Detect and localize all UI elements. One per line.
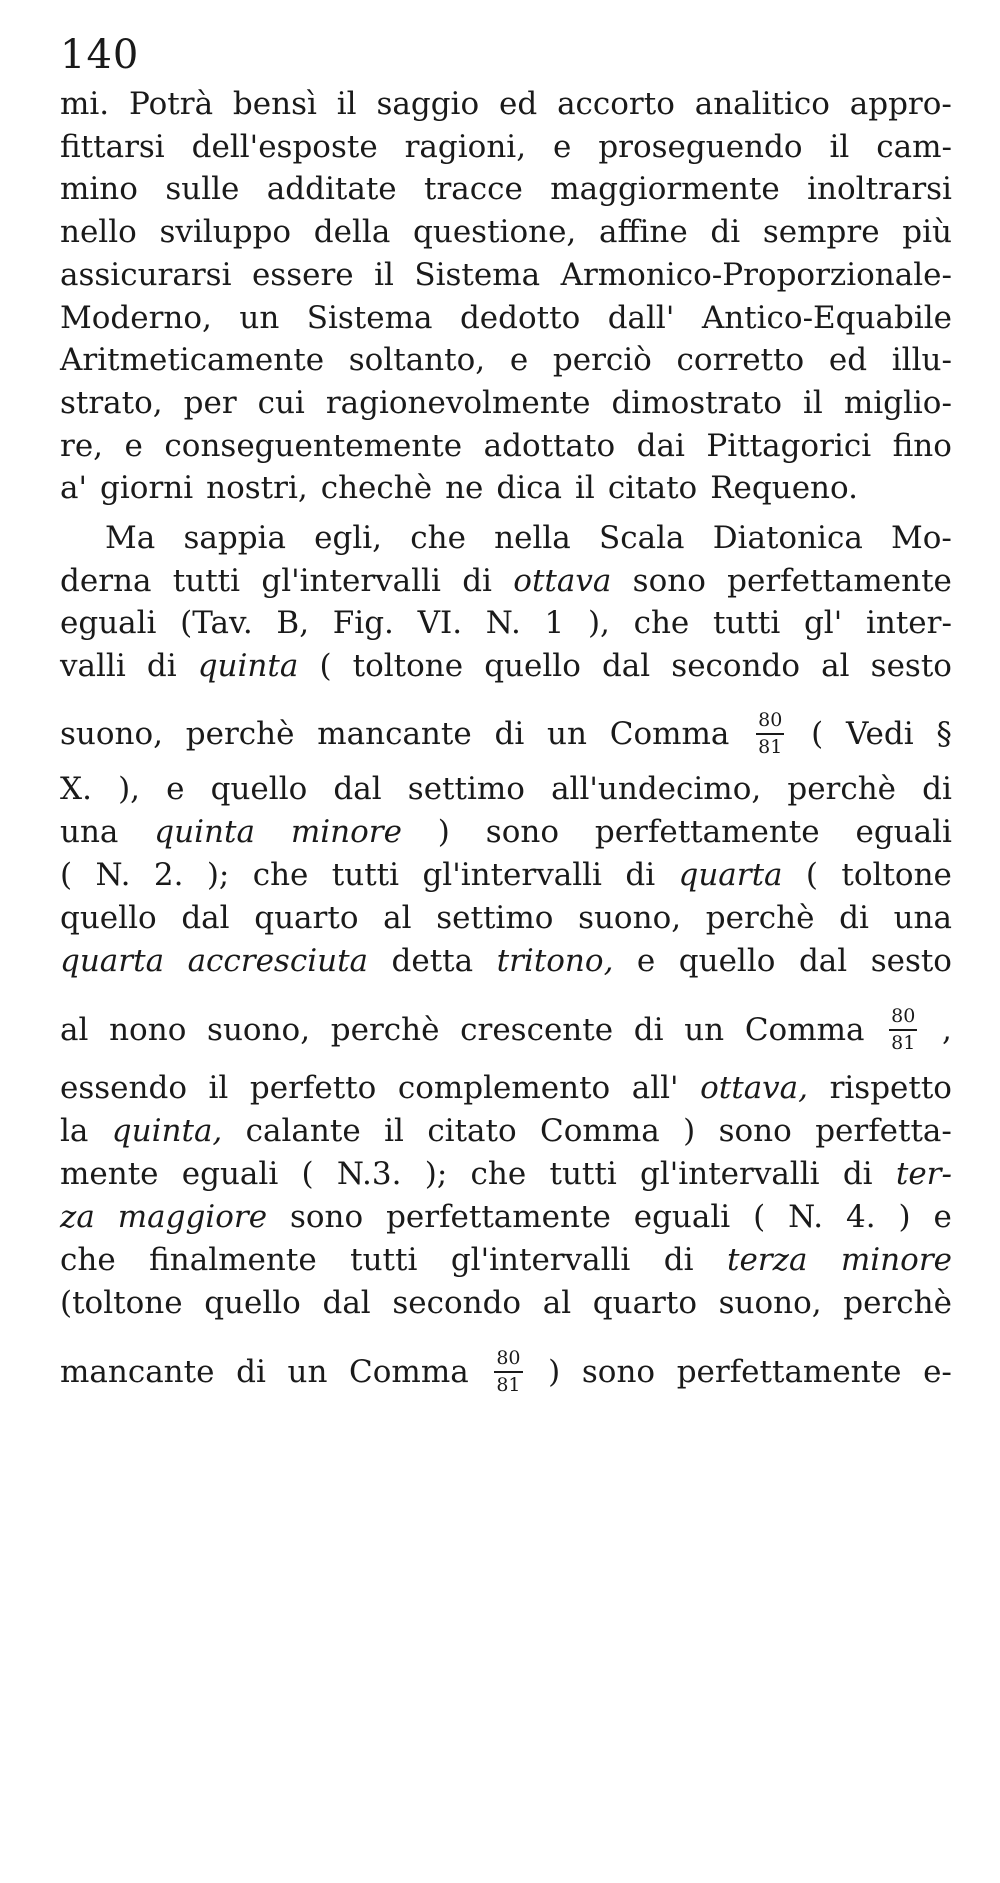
text-line bbox=[60, 1281, 952, 1325]
text-line bbox=[60, 601, 952, 645]
fraction-numerator: 80 bbox=[494, 1349, 522, 1373]
text-line bbox=[60, 939, 952, 983]
italic-word: quinta bbox=[197, 648, 299, 684]
italic-word: ottava, bbox=[700, 1070, 809, 1106]
word: valli bbox=[60, 648, 126, 684]
word: il bbox=[374, 257, 394, 293]
word: perfettamente bbox=[594, 814, 820, 850]
text-line bbox=[60, 1195, 952, 1239]
word: dimostrato bbox=[611, 385, 783, 421]
word: calante bbox=[245, 1113, 361, 1149]
text-line bbox=[60, 644, 952, 688]
word: ) bbox=[898, 1199, 911, 1235]
word: ( bbox=[319, 648, 332, 684]
word: N.3. bbox=[336, 1156, 402, 1192]
italic-word: ottava bbox=[513, 563, 612, 599]
word: un bbox=[684, 1012, 725, 1048]
word: Sistema bbox=[414, 257, 541, 293]
word: (toltone bbox=[60, 1285, 183, 1321]
word: inter- bbox=[865, 605, 952, 641]
word: e bbox=[509, 342, 529, 378]
word: nostri, bbox=[206, 470, 308, 506]
word: illu- bbox=[891, 342, 952, 378]
word: tutti bbox=[331, 857, 400, 893]
word: Comma bbox=[609, 716, 730, 752]
word: B, bbox=[276, 605, 310, 641]
word: secondo bbox=[671, 648, 801, 684]
word: un bbox=[239, 300, 280, 336]
word: un bbox=[547, 716, 587, 752]
word: proseguendo bbox=[598, 129, 803, 165]
italic-word: terza bbox=[727, 1242, 808, 1278]
word: Fig. bbox=[332, 605, 394, 641]
word: il bbox=[575, 470, 595, 506]
word: perfettamente bbox=[727, 563, 952, 599]
word: ), bbox=[118, 771, 141, 807]
word: perchè bbox=[843, 1285, 952, 1321]
word: ( bbox=[811, 716, 824, 752]
word: essendo bbox=[60, 1070, 187, 1106]
word: Mo- bbox=[891, 520, 952, 556]
word: che bbox=[60, 1242, 116, 1278]
word: Ma bbox=[105, 520, 156, 556]
word: tutti bbox=[172, 563, 241, 599]
text-line bbox=[60, 1109, 952, 1153]
fraction-denominator: 81 bbox=[891, 1032, 916, 1054]
word: e- bbox=[923, 1354, 952, 1390]
word: miglio- bbox=[843, 385, 952, 421]
word: strato, bbox=[60, 385, 163, 421]
word: che bbox=[633, 605, 690, 641]
italic-word: quinta bbox=[154, 814, 255, 850]
text-line bbox=[60, 1238, 952, 1282]
text-line bbox=[60, 896, 952, 940]
word: 1 bbox=[544, 605, 565, 641]
word: della bbox=[313, 214, 391, 250]
word: cam- bbox=[876, 129, 952, 165]
italic-word: ter- bbox=[895, 1156, 952, 1192]
word: perfettamente bbox=[386, 1199, 611, 1235]
word: eguali bbox=[633, 1199, 731, 1235]
word: crescente bbox=[460, 1012, 614, 1048]
word: perfetto bbox=[249, 1070, 377, 1106]
word: il bbox=[336, 86, 357, 122]
word: sesto bbox=[870, 943, 952, 979]
word: Vedi bbox=[845, 716, 914, 752]
word: ed bbox=[499, 86, 538, 122]
italic-word: maggiore bbox=[117, 1199, 268, 1235]
word: un bbox=[287, 1354, 328, 1390]
word: il bbox=[208, 1070, 229, 1106]
word: quarto bbox=[254, 900, 359, 936]
text-line bbox=[60, 767, 952, 811]
word: il bbox=[803, 385, 823, 421]
word: settimo bbox=[407, 771, 525, 807]
word: complemento bbox=[397, 1070, 611, 1106]
text-line bbox=[60, 692, 952, 776]
page-number: 140 bbox=[60, 32, 140, 78]
word: saggio bbox=[376, 86, 480, 122]
word: ) bbox=[548, 1354, 561, 1390]
word: di bbox=[146, 648, 177, 684]
word: dai bbox=[636, 428, 685, 464]
text-line bbox=[60, 466, 952, 510]
word: § bbox=[936, 716, 952, 752]
word: perciò bbox=[552, 342, 652, 378]
word: ) bbox=[437, 814, 450, 850]
word: eguali bbox=[60, 605, 157, 641]
word: derna bbox=[60, 563, 152, 599]
word: analitico bbox=[694, 86, 830, 122]
word: ), bbox=[587, 605, 610, 641]
word: inoltrarsi bbox=[807, 171, 952, 207]
word: quello bbox=[60, 900, 157, 936]
word: appro- bbox=[849, 86, 952, 122]
text-line bbox=[60, 253, 952, 297]
word: di bbox=[663, 1242, 694, 1278]
word: chechè bbox=[320, 470, 433, 506]
word: ne bbox=[445, 470, 484, 506]
fraction-denominator: 81 bbox=[758, 736, 783, 758]
word: sono bbox=[718, 1113, 792, 1149]
italic-word: quarta bbox=[678, 857, 783, 893]
word: tutti bbox=[549, 1156, 617, 1192]
word: per bbox=[183, 385, 237, 421]
word: gl'intervalli bbox=[422, 857, 602, 893]
word: mino bbox=[60, 171, 138, 207]
word: ( bbox=[753, 1199, 766, 1235]
word: dall' bbox=[607, 300, 675, 336]
word: di bbox=[236, 1354, 266, 1390]
word: gl'intervalli bbox=[450, 1242, 631, 1278]
word: dell'esposte bbox=[191, 129, 378, 165]
text-line bbox=[60, 296, 952, 340]
word: 2. bbox=[153, 857, 184, 893]
italic-word: minore bbox=[290, 814, 402, 850]
word: che bbox=[410, 520, 466, 556]
word: N. bbox=[485, 605, 521, 641]
word: dal bbox=[798, 943, 848, 979]
word: fino bbox=[892, 428, 952, 464]
text-line bbox=[60, 82, 952, 126]
word: Aritmeticamente bbox=[60, 342, 325, 378]
word: rispetto bbox=[829, 1070, 952, 1106]
word: egli, bbox=[314, 520, 383, 556]
italic-word: quinta, bbox=[111, 1113, 223, 1149]
word: una bbox=[893, 900, 952, 936]
text-line bbox=[60, 853, 952, 897]
word: toltone bbox=[841, 857, 952, 893]
word: re, bbox=[60, 428, 104, 464]
text-line bbox=[60, 1066, 952, 1110]
word: perchè bbox=[787, 771, 897, 807]
word: sono bbox=[581, 1354, 656, 1390]
word: accorto bbox=[557, 86, 675, 122]
word: Potrà bbox=[129, 86, 214, 122]
word: additate bbox=[266, 171, 397, 207]
word: sappia bbox=[183, 520, 286, 556]
word: ( bbox=[60, 857, 73, 893]
word: dal bbox=[333, 771, 382, 807]
text-line bbox=[60, 167, 952, 211]
fraction-numerator: 80 bbox=[889, 1007, 917, 1031]
word: gl'intervalli bbox=[640, 1156, 820, 1192]
word: ragionevolmente bbox=[325, 385, 591, 421]
word: e bbox=[124, 428, 143, 464]
word: all'undecimo, bbox=[551, 771, 762, 807]
word: sono bbox=[485, 814, 559, 850]
word: giorni bbox=[100, 470, 194, 506]
word: quello bbox=[678, 943, 776, 979]
word: ragioni, bbox=[404, 129, 527, 165]
word: affine bbox=[598, 214, 688, 250]
word: nella bbox=[494, 520, 571, 556]
fraction-denominator: 81 bbox=[496, 1374, 521, 1396]
word: all' bbox=[631, 1070, 679, 1106]
word: Comma bbox=[540, 1113, 660, 1149]
word: fittarsi bbox=[60, 129, 165, 165]
word: mancante bbox=[60, 1354, 215, 1390]
italic-word: accresciuta bbox=[187, 943, 369, 979]
word: citato bbox=[427, 1113, 517, 1149]
word: di bbox=[494, 716, 525, 752]
word: al bbox=[60, 1012, 89, 1048]
word: assicurarsi bbox=[60, 257, 232, 293]
word: che bbox=[252, 857, 309, 893]
italic-word: quarta bbox=[60, 943, 165, 979]
word: di bbox=[710, 214, 741, 250]
word: cui bbox=[257, 385, 305, 421]
word: suono, bbox=[60, 716, 164, 752]
word: Diatonica bbox=[712, 520, 863, 556]
word: più bbox=[902, 214, 952, 250]
word: la bbox=[60, 1113, 89, 1149]
italic-word: minore bbox=[840, 1242, 952, 1278]
comma-fraction bbox=[756, 711, 784, 757]
word: ) bbox=[683, 1113, 696, 1149]
word: perchè bbox=[330, 1012, 440, 1048]
word: nono bbox=[109, 1012, 187, 1048]
word: ( bbox=[301, 1156, 314, 1192]
word: mente bbox=[60, 1156, 159, 1192]
word: tracce bbox=[424, 171, 523, 207]
italic-word: za bbox=[60, 1199, 95, 1235]
word: sviluppo bbox=[159, 214, 292, 250]
word: 4. bbox=[846, 1199, 876, 1235]
word: suono, bbox=[207, 1012, 311, 1048]
word: Pittagorici bbox=[706, 428, 872, 464]
text-line bbox=[60, 381, 952, 425]
word: perchè bbox=[185, 716, 295, 752]
word: una bbox=[60, 814, 119, 850]
comma-fraction bbox=[889, 1007, 917, 1053]
word: che bbox=[470, 1156, 527, 1192]
word: eguali bbox=[855, 814, 952, 850]
word: e bbox=[636, 943, 656, 979]
word: citato bbox=[607, 470, 698, 506]
word: (Tav. bbox=[180, 605, 253, 641]
word: quarto bbox=[592, 1285, 697, 1321]
word: settimo bbox=[436, 900, 554, 936]
word: dal bbox=[322, 1285, 371, 1321]
word: di bbox=[625, 857, 656, 893]
word: di bbox=[633, 1012, 664, 1048]
word: mi. bbox=[60, 86, 110, 122]
italic-word: tritono, bbox=[496, 943, 614, 979]
word: gl'intervalli bbox=[261, 563, 441, 599]
word: sono bbox=[289, 1199, 364, 1235]
word: N. bbox=[95, 857, 131, 893]
word: perfetta- bbox=[815, 1113, 952, 1149]
word: dal bbox=[601, 648, 651, 684]
comma-fraction bbox=[494, 1349, 522, 1395]
word: Moderno, bbox=[60, 300, 212, 336]
text-line bbox=[105, 516, 952, 560]
word: sulle bbox=[165, 171, 240, 207]
word: tutti bbox=[712, 605, 781, 641]
word: bensì bbox=[232, 86, 317, 122]
text-line bbox=[60, 810, 952, 854]
word: conseguentemente bbox=[164, 428, 463, 464]
word: e bbox=[933, 1199, 952, 1235]
word: VI. bbox=[417, 605, 463, 641]
word: a' bbox=[60, 470, 88, 506]
word: finalmente bbox=[149, 1242, 317, 1278]
text-line bbox=[60, 424, 952, 468]
word: dedotto bbox=[459, 300, 581, 336]
word: corretto bbox=[676, 342, 805, 378]
fraction-numerator: 80 bbox=[756, 711, 784, 735]
word: di bbox=[922, 771, 952, 807]
word: Requeno. bbox=[710, 470, 858, 506]
word: suono, bbox=[718, 1285, 822, 1321]
word: sempre bbox=[762, 214, 880, 250]
word: di bbox=[462, 563, 492, 599]
word: Comma bbox=[349, 1354, 469, 1390]
word: N. bbox=[788, 1199, 824, 1235]
text-line bbox=[60, 988, 952, 1072]
word: questione, bbox=[413, 214, 577, 250]
word: detta bbox=[391, 943, 474, 979]
word: dal bbox=[181, 900, 230, 936]
text-line bbox=[60, 210, 952, 254]
word: sono bbox=[632, 563, 706, 599]
word: di bbox=[839, 900, 869, 936]
word: soltanto, bbox=[348, 342, 486, 378]
word: maggiormente bbox=[550, 171, 780, 207]
word: nello bbox=[60, 214, 137, 250]
word: e bbox=[553, 129, 572, 165]
word: essere bbox=[251, 257, 354, 293]
word: Sistema bbox=[306, 300, 433, 336]
word: mancante bbox=[317, 716, 472, 752]
text-line bbox=[60, 1152, 952, 1196]
word: ); bbox=[424, 1156, 448, 1192]
text-line bbox=[60, 125, 952, 169]
word: Antico-Equabile bbox=[701, 300, 952, 336]
word: perfettamente bbox=[676, 1354, 902, 1390]
word: Comma bbox=[744, 1012, 865, 1048]
word: ); bbox=[206, 857, 230, 893]
word: di bbox=[842, 1156, 873, 1192]
word: e bbox=[166, 771, 185, 807]
word: Scala bbox=[599, 520, 685, 556]
word: Armonico-Proporzionale- bbox=[560, 257, 952, 293]
text-line bbox=[60, 338, 952, 382]
word: il bbox=[384, 1113, 404, 1149]
word: eguali bbox=[181, 1156, 279, 1192]
word: tutti bbox=[350, 1242, 418, 1278]
word: al bbox=[542, 1285, 572, 1321]
word: secondo bbox=[392, 1285, 522, 1321]
word: il bbox=[829, 129, 850, 165]
word: toltone bbox=[352, 648, 464, 684]
word: gl' bbox=[803, 605, 843, 641]
word: quello bbox=[210, 771, 308, 807]
word: adottato bbox=[483, 428, 616, 464]
word: , bbox=[942, 1012, 952, 1048]
word: ed bbox=[828, 342, 868, 378]
text-line bbox=[60, 1330, 952, 1414]
word: al bbox=[383, 900, 412, 936]
word: suono, bbox=[578, 900, 682, 936]
word: dica bbox=[496, 470, 563, 506]
word: X. bbox=[60, 771, 92, 807]
word: perchè bbox=[705, 900, 815, 936]
word: ( bbox=[805, 857, 819, 893]
text-line bbox=[60, 559, 952, 603]
word: al bbox=[821, 648, 850, 684]
word: quello bbox=[484, 648, 581, 684]
word: quello bbox=[204, 1285, 301, 1321]
word: sesto bbox=[870, 648, 952, 684]
